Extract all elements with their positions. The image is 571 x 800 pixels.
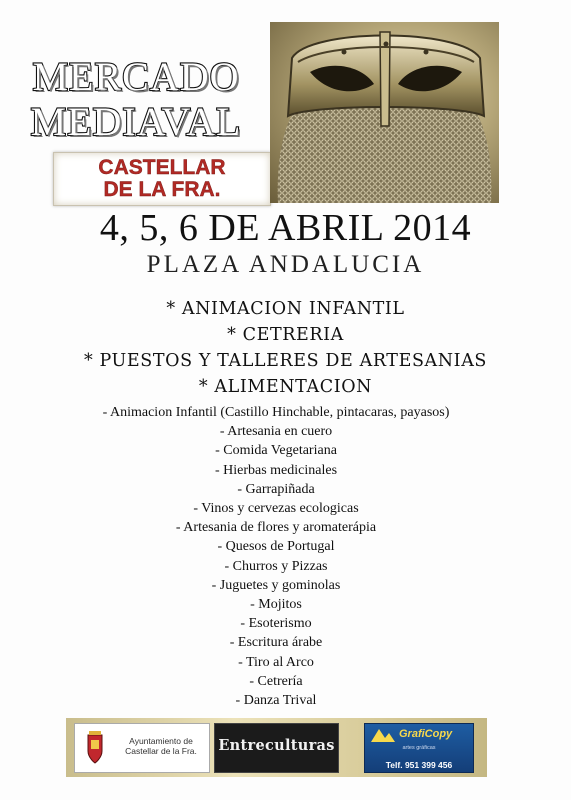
activity-item: - Mojitos <box>250 597 302 613</box>
highlights-list <box>0 296 571 400</box>
entreculturas-text: Entreculturas <box>218 737 335 754</box>
entreculturas-logo <box>214 723 339 773</box>
activity-item: - Escritura árabe <box>229 635 323 651</box>
graficopy-logo <box>364 723 474 773</box>
highlight-item: * ALIMENTACION <box>198 377 373 397</box>
activity-item: - Artesania en cuero <box>219 424 333 440</box>
activities-list <box>0 403 552 710</box>
activity-item: - Tiro al Arco <box>238 654 314 670</box>
activity-item: - Comida Vegetariana <box>215 443 337 459</box>
town-label-line1: CASTELLAR <box>98 156 226 179</box>
activity-item: - Hierbas medicinales <box>214 462 338 478</box>
ayuntamiento-text: Ayuntamiento de Castellar de la Fra. <box>125 736 197 756</box>
activity-item: - Animacion Infantil (Castillo Hinchable, pintacaras, payasos) <box>102 405 450 420</box>
graficopy-subtitle: artes gráficas <box>402 745 436 751</box>
graficopy-name: GrafiCopy <box>399 728 453 740</box>
activity-item: - Vinos y cervezas ecologicas <box>193 501 359 517</box>
graficopy-mark-icon <box>370 727 396 743</box>
activity-item: - Garrapiñada <box>237 481 315 497</box>
highlight-item: * ANIMACION INFANTIL <box>166 299 405 319</box>
ayuntamiento-logo <box>74 723 210 773</box>
activity-item: - Artesania de flores y aromaterápia <box>175 520 377 536</box>
highlight-item: * PUESTOS Y TALLERES DE ARTESANIAS <box>83 351 488 371</box>
activity-item: - Churros y Pizzas <box>224 558 328 574</box>
graficopy-phone: Telf. 951 399 456 <box>385 760 453 770</box>
poster-title-line2: MEDIAVAL <box>30 99 242 144</box>
event-venue: PLAZA ANDALUCIA <box>146 251 425 278</box>
poster-title-line1: MERCADO <box>32 54 240 99</box>
highlight-item: * CETRERIA <box>227 325 344 345</box>
activity-item: - Cetrería <box>249 673 303 689</box>
activity-item: - Danza Trival <box>235 693 317 709</box>
town-label <box>53 152 271 206</box>
knight-helmet-photo <box>270 22 499 203</box>
activity-item: - Esoterismo <box>240 616 312 632</box>
town-label-line2: DE LA FRA. <box>103 178 221 201</box>
activity-item: - Juguetes y gominolas <box>211 577 341 593</box>
helmet-illustration <box>270 22 499 203</box>
town-crest-icon <box>85 731 105 765</box>
sponsors-footer <box>66 718 487 777</box>
activity-item: - Quesos de Portugal <box>217 539 335 555</box>
event-date: 4, 5, 6 DE ABRIL 2014 <box>99 207 472 249</box>
